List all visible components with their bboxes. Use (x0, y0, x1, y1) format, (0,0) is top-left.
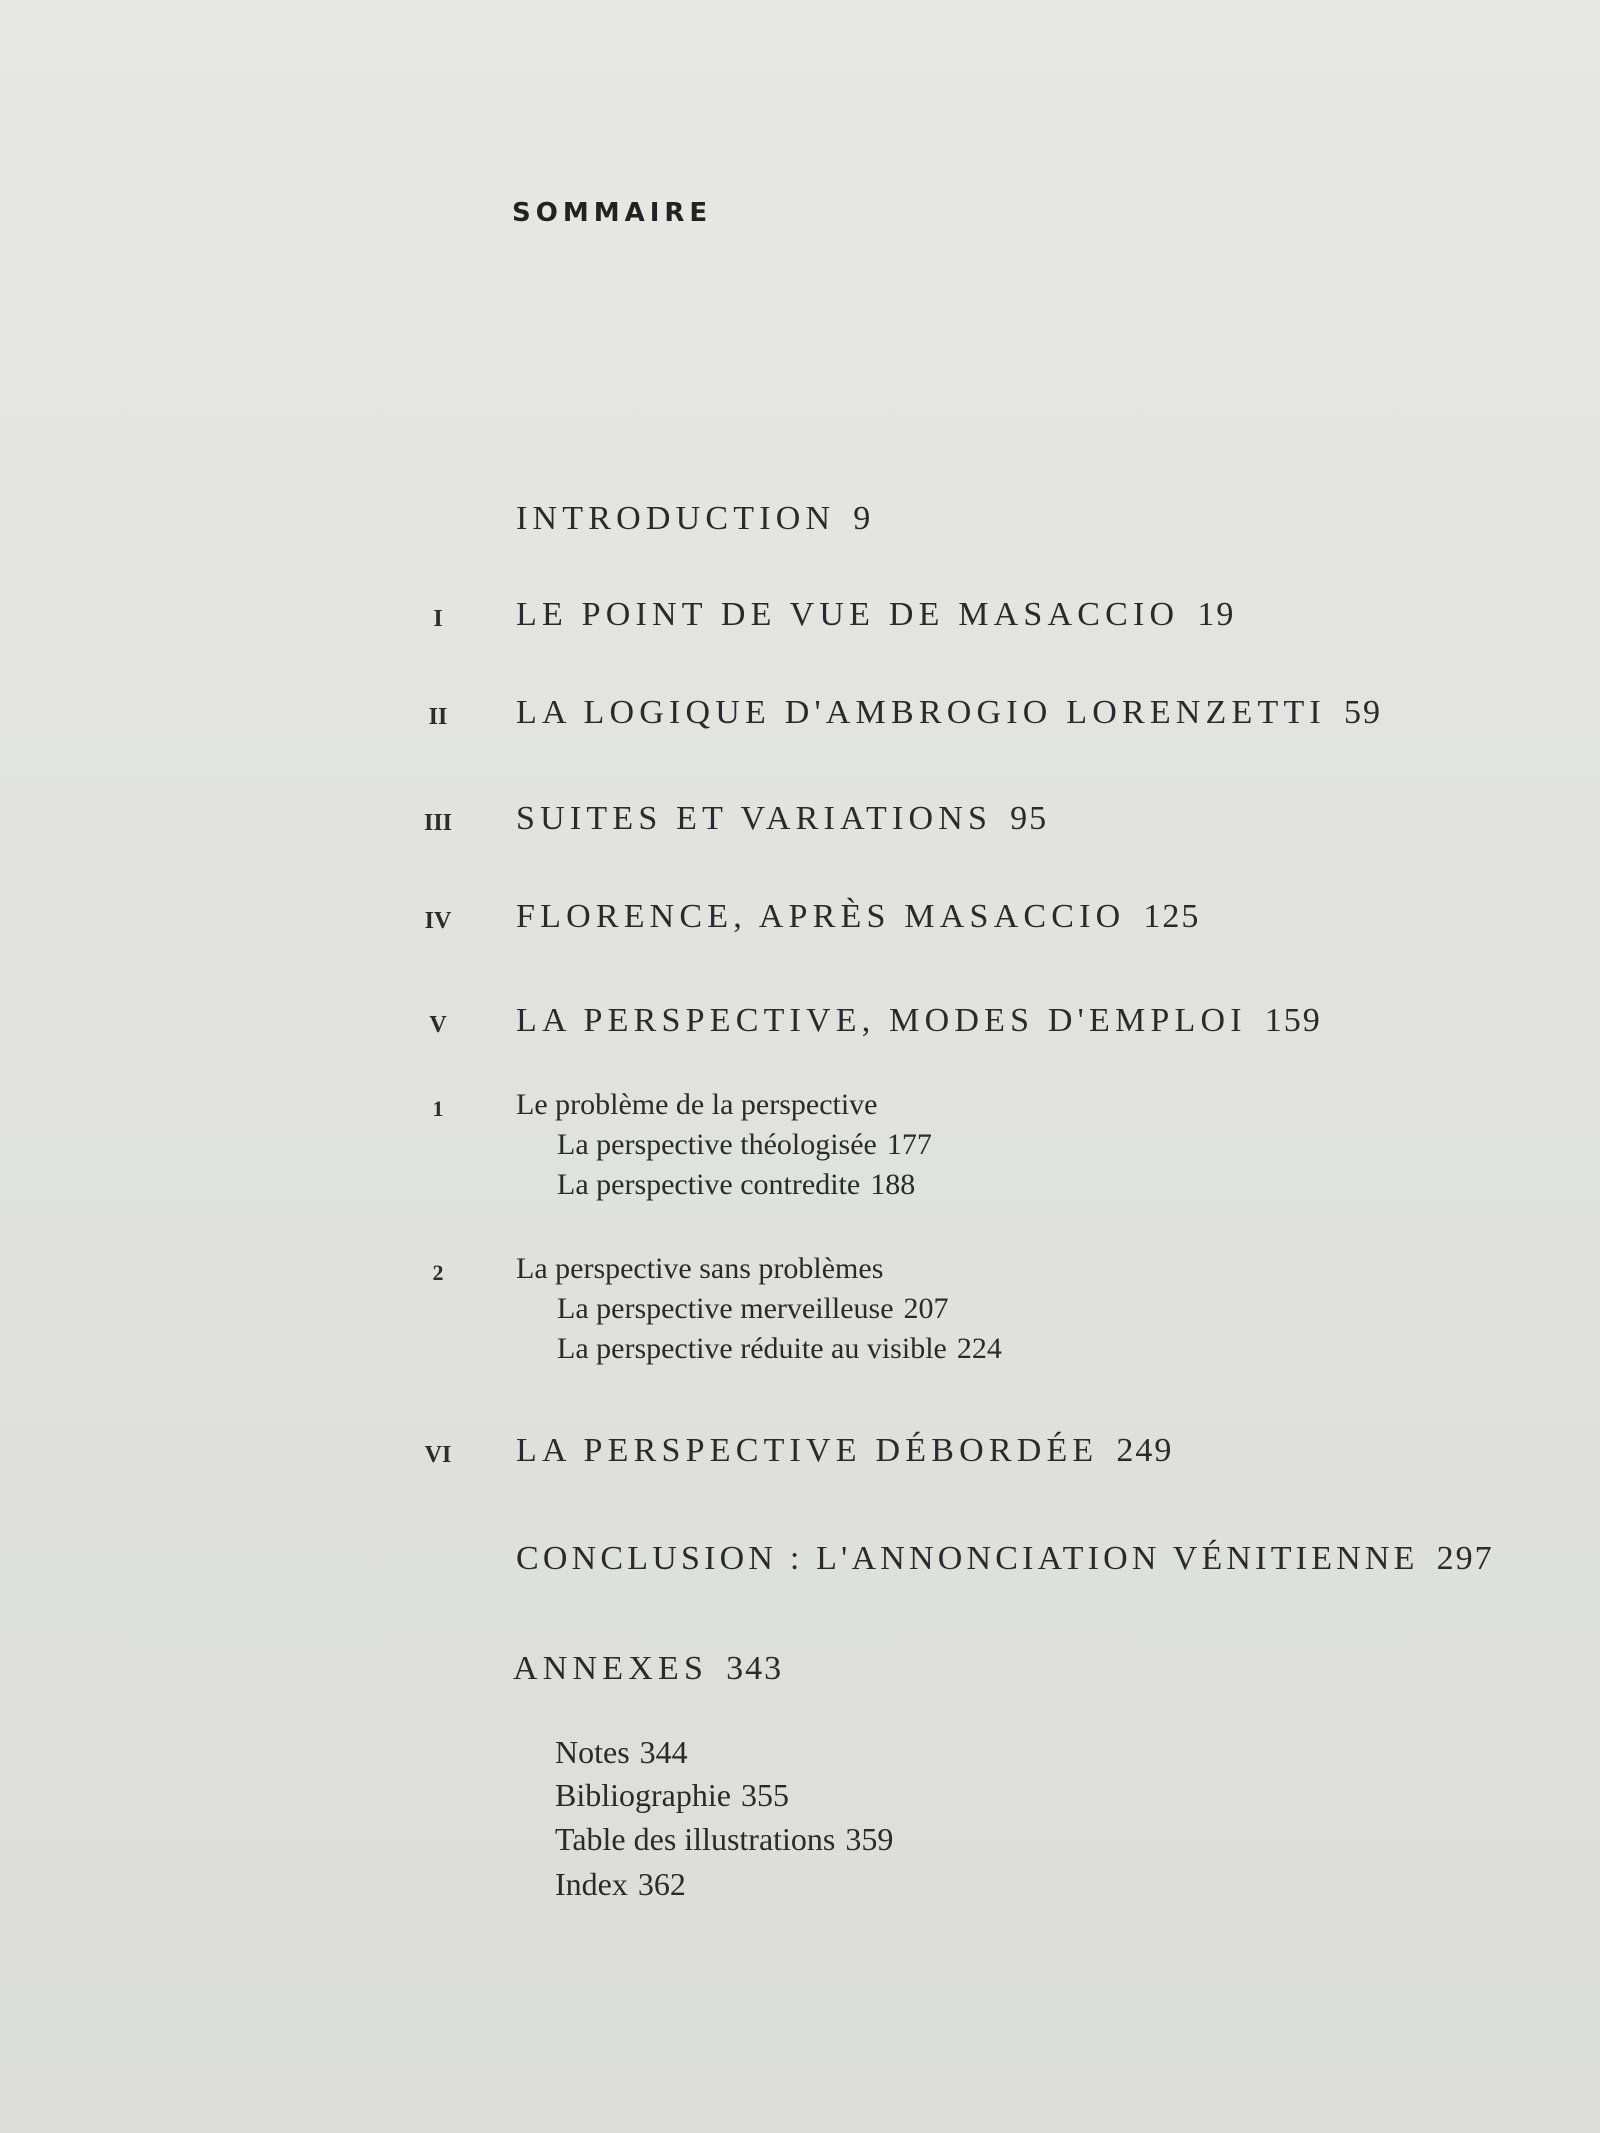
subsection-title: La perspective merveilleuse (557, 1292, 894, 1325)
section-number: 2 (432, 1260, 444, 1285)
subsection-entry (557, 1292, 949, 1326)
page-number: 224 (956, 1332, 1002, 1365)
page-number: 343 (726, 1650, 784, 1687)
chapter-title (516, 596, 1235, 634)
toc-entry-chapter-2 (0, 694, 1600, 738)
chapter-title (516, 898, 1200, 936)
page-number: 19 (1197, 596, 1236, 633)
chapter-title (516, 1002, 1322, 1040)
page-number: 95 (1010, 800, 1049, 837)
chapter-number: IV (424, 908, 452, 934)
toc-entry-chapter-4 (0, 898, 1600, 942)
page-number: 297 (1436, 1540, 1494, 1577)
toc-entry-conclusion (0, 1540, 1600, 1584)
chapter-title-text: INTRODUCTION (516, 500, 836, 537)
annex-title: Bibliographie (555, 1777, 731, 1813)
chapter-title (516, 694, 1382, 732)
subsection-entry (557, 1168, 915, 1202)
section-title: La perspective sans problèmes (516, 1252, 884, 1285)
section-title: Le problème de la perspective (516, 1088, 878, 1121)
subsection-entry (557, 1128, 932, 1162)
page-number: 355 (740, 1777, 789, 1813)
chapter-title-text: LA PERSPECTIVE, MODES D'EMPLOI (516, 1002, 1247, 1039)
chapter-title (516, 500, 872, 538)
toc-entry-chapter-3 (0, 800, 1600, 844)
chapter-title (516, 800, 1048, 838)
page-number: 359 (845, 1821, 894, 1857)
chapter-number: III (423, 810, 453, 836)
annex-title: Index (555, 1866, 628, 1902)
chapter-title-text: LA PERSPECTIVE DÉBORDÉE (516, 1432, 1099, 1469)
page-number: 59 (1343, 694, 1382, 731)
toc-entry-chapter-5 (0, 1002, 1600, 1046)
page-number: 249 (1116, 1432, 1174, 1469)
annex-entry-index (555, 1866, 686, 1903)
page-number: 159 (1264, 1002, 1322, 1039)
page-number: 177 (886, 1128, 932, 1161)
chapter-title-text: FLORENCE, APRÈS MASACCIO (516, 898, 1126, 935)
page-number: 9 (853, 500, 873, 537)
page-number: 207 (903, 1292, 949, 1325)
chapter-title-text: ANNEXES (513, 1650, 709, 1687)
subsection-title: La perspective réduite au visible (557, 1332, 947, 1365)
toc-entry-introduction (0, 500, 1600, 544)
section-number: 1 (432, 1096, 444, 1121)
subsection-entry (557, 1332, 1002, 1366)
annex-title: Table des illustrations (555, 1821, 836, 1857)
subsection-title: La perspective contredite (557, 1168, 861, 1201)
annex-entry-illustrations (555, 1821, 893, 1858)
chapter-number: I (433, 606, 443, 632)
chapter-title-text: LE POINT DE VUE DE MASACCIO (516, 596, 1180, 633)
chapter-number: II (428, 704, 448, 730)
chapter-number: VI (424, 1442, 452, 1468)
chapter-title (516, 1432, 1173, 1470)
page-title: SOMMAIRE (512, 198, 713, 228)
chapter-title-text: CONCLUSION : L'ANNONCIATION VÉNITIENNE (516, 1540, 1419, 1577)
chapter-title-text: SUITES ET VARIATIONS (516, 800, 993, 837)
page-number: 362 (637, 1866, 686, 1902)
annex-title: Notes (555, 1734, 630, 1770)
subsection-title: La perspective théologisée (557, 1128, 877, 1161)
chapter-title-text: LA LOGIQUE D'AMBROGIO LORENZETTI (516, 694, 1326, 731)
toc-entry-chapter-6 (0, 1432, 1600, 1476)
toc-entry-annexes (0, 1650, 1600, 1694)
chapter-title (513, 1650, 783, 1688)
annex-entry-notes (555, 1734, 688, 1771)
page-number: 188 (870, 1168, 916, 1201)
chapter-title (516, 1540, 1494, 1578)
chapter-number: V (429, 1012, 447, 1038)
page-number: 125 (1143, 898, 1201, 935)
annex-entry-bibliographie (555, 1777, 789, 1814)
toc-entry-chapter-1 (0, 596, 1600, 640)
page-number: 344 (639, 1734, 688, 1770)
